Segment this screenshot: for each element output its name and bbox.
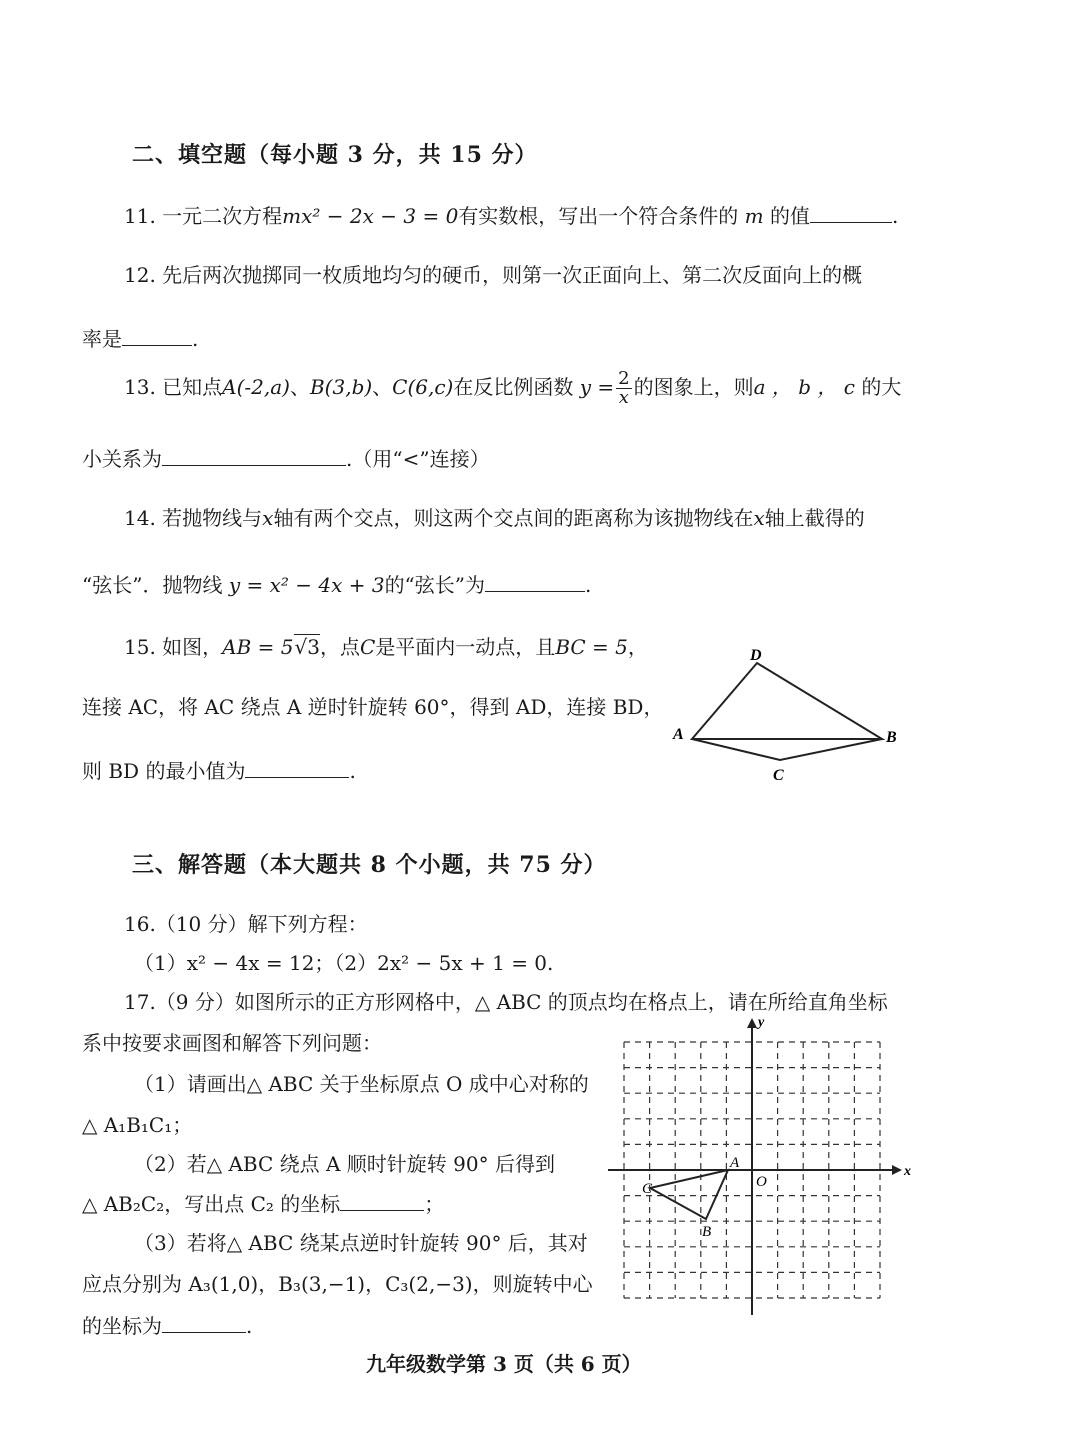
q11-answer-blank[interactable]: [810, 204, 892, 223]
section-2-title: 二、填空题（每小题 3 分，共 15 分）: [132, 142, 538, 168]
q15-bc: BC = 5: [555, 635, 628, 659]
q15-end: .: [349, 759, 356, 783]
q17-part-2a: （2）若△ ABC 绕点 A 顺时针旋转 90° 后得到: [134, 1152, 555, 1176]
q17-label-x: x: [904, 1164, 911, 1179]
q12-answer-blank[interactable]: [122, 327, 192, 346]
question-13: [124, 370, 901, 407]
q11-text-post: 的值: [770, 204, 810, 228]
q13-point-c: C(6,c): [392, 375, 454, 399]
q15-sqrt: √3: [294, 635, 320, 659]
q17-end: .: [246, 1314, 253, 1338]
q17-c2-answer-blank[interactable]: [340, 1192, 424, 1211]
q13-tail: 的大: [861, 375, 902, 399]
question-14-line-2: [82, 569, 591, 598]
q15-number: 15.: [124, 635, 156, 659]
q17-part-2-end: ；: [424, 1192, 445, 1216]
q14-x-1: x: [262, 506, 274, 530]
q12-line-1: 先后两次抛掷同一枚质地均匀的硬币，则第一次正面向上、第二次反面向上的概: [162, 263, 863, 287]
q15-line-3: 则 BD 的最小值为: [82, 759, 246, 783]
q17-head: 17.（9 分）如图所示的正方形网格中，△ ABC 的顶点均在格点上，请在所给直角坐标: [124, 990, 888, 1014]
q11-equation: mx² − 2x − 3 = 0: [282, 204, 459, 228]
q17-part-2b: △ AB₂C₂，写出点 C₂ 的坐标: [82, 1192, 341, 1216]
q17-part-2b-line: [82, 1188, 444, 1217]
question-15: [124, 631, 648, 660]
page-footer: 九年级数学第 3 页（共 6 页）: [366, 1352, 642, 1376]
q13-point-a: A(-2,a): [222, 375, 290, 399]
q17-part-3b: 应点分别为 A₃(1,0)，B₃(3,−1)，C₃(2,−3)，则旋转中心: [82, 1272, 593, 1296]
q14-line-2b: 的“弦长”为: [384, 573, 486, 597]
q15-text-c: 是平面内一动点，且: [375, 635, 556, 659]
q15-label-a: A: [673, 726, 684, 743]
q16-parts: （1）x² − 4x = 12；（2）2x² − 5x + 1 = 0.: [134, 951, 554, 975]
q17-label-c: C: [642, 1181, 653, 1197]
q11-variable: m: [744, 204, 764, 228]
q17-part-3a: （3）若将△ ABC 绕某点逆时针旋转 90° 后，其对: [134, 1231, 588, 1255]
q11-number: 11.: [124, 204, 156, 228]
q13-fraction-numerator: 2: [618, 368, 630, 389]
q14-text-c: 轴上截得的: [764, 506, 865, 530]
q14-end: .: [585, 573, 592, 597]
q17-triangle-abc: [650, 1170, 728, 1219]
q17-part-3c: 的坐标为: [82, 1314, 162, 1338]
q12-end: .: [192, 327, 199, 351]
q13-line-2: 小关系为: [82, 447, 162, 471]
q11-text-mid: 有实数根，写出一个符合条件的: [458, 204, 739, 228]
q17-label-origin: O: [756, 1174, 767, 1190]
q14-answer-blank[interactable]: [485, 573, 585, 592]
q14-text-a: 若抛物线与: [162, 506, 263, 530]
q13-sep-1: 、: [289, 375, 310, 399]
q15-text-a: 如图，: [162, 635, 223, 659]
question-11: [124, 200, 898, 229]
q17-grid-figure: [600, 1010, 920, 1320]
q14-x-2: x: [753, 506, 765, 530]
q13-function: y =: [579, 375, 615, 399]
q15-ab: AB = 5: [222, 635, 294, 659]
q13-point-b: B(3,b): [309, 375, 373, 399]
q13-hint: .（用“<”连接）: [346, 447, 490, 471]
question-13-line-2: [82, 443, 490, 472]
q13-text-pre: 已知点: [162, 375, 223, 399]
q15-answer-blank[interactable]: [245, 759, 349, 778]
q14-line-2a: “弦长”．抛物线: [82, 573, 223, 597]
q12-number: 12.: [124, 263, 156, 287]
q17-y-arrow: [747, 1018, 757, 1028]
section-3-title: 三、解答题（本大题共 8 个小题，共 75 分）: [132, 852, 607, 878]
q15-line-2: 连接 AC，将 AC 绕点 A 逆时针旋转 60°，得到 AD，连接 BD，: [82, 695, 664, 719]
q17-part-1b: △ A₁B₁C₁；: [82, 1113, 193, 1137]
q15-label-b: B: [886, 729, 897, 746]
q11-end: .: [892, 204, 899, 228]
q15-triangle-abd: [692, 663, 882, 739]
q13-number: 13.: [124, 375, 156, 399]
q13-text-post: 的图象上，则: [633, 375, 754, 399]
question-15-line-3: [82, 755, 356, 784]
q15-c: C: [360, 635, 376, 659]
q13-fraction: [616, 370, 631, 407]
q15-sqrt-value: 3: [307, 635, 320, 659]
q14-equation: y = x² − 4x + 3: [228, 573, 385, 597]
q14-number: 14.: [124, 506, 156, 530]
question-12: [124, 259, 862, 288]
q14-text-b: 轴有两个交点，则这两个交点间的距离称为该抛物线在: [273, 506, 754, 530]
q16-head: 16.（10 分）解下列方程：: [124, 912, 368, 936]
q17-center-answer-blank[interactable]: [162, 1314, 246, 1333]
q15-text-d: ，: [627, 635, 648, 659]
q17-part-1a: （1）请画出△ ABC 关于坐标原点 O 成中心对称的: [134, 1072, 589, 1096]
question-14: [124, 502, 865, 531]
q13-text-mid: 在反比例函数: [453, 375, 574, 399]
q13-sep-2: 、: [372, 375, 393, 399]
q17-line-2: 系中按要求画图和解答下列问题：: [82, 1031, 382, 1055]
q15-label-d: D: [750, 647, 762, 664]
q15-triangle-abc: [692, 739, 882, 760]
q12-line-2: 率是: [82, 327, 122, 351]
question-12-line-2: [82, 323, 198, 352]
q17-part-3c-line: [82, 1310, 252, 1339]
q15-text-b: ，点: [320, 635, 360, 659]
q13-fraction-denominator: x: [618, 387, 629, 408]
q15-label-c: C: [773, 767, 784, 784]
q17-label-b: B: [702, 1224, 712, 1240]
q13-variables: a ， b ， c: [753, 375, 855, 399]
q17-label-a: A: [730, 1155, 740, 1171]
q17-label-y: y: [758, 1015, 765, 1030]
q15-figure: [660, 640, 910, 790]
q11-text-pre: 一元二次方程: [162, 204, 283, 228]
q17-x-arrow: [892, 1165, 902, 1175]
q13-answer-blank[interactable]: [162, 447, 346, 466]
